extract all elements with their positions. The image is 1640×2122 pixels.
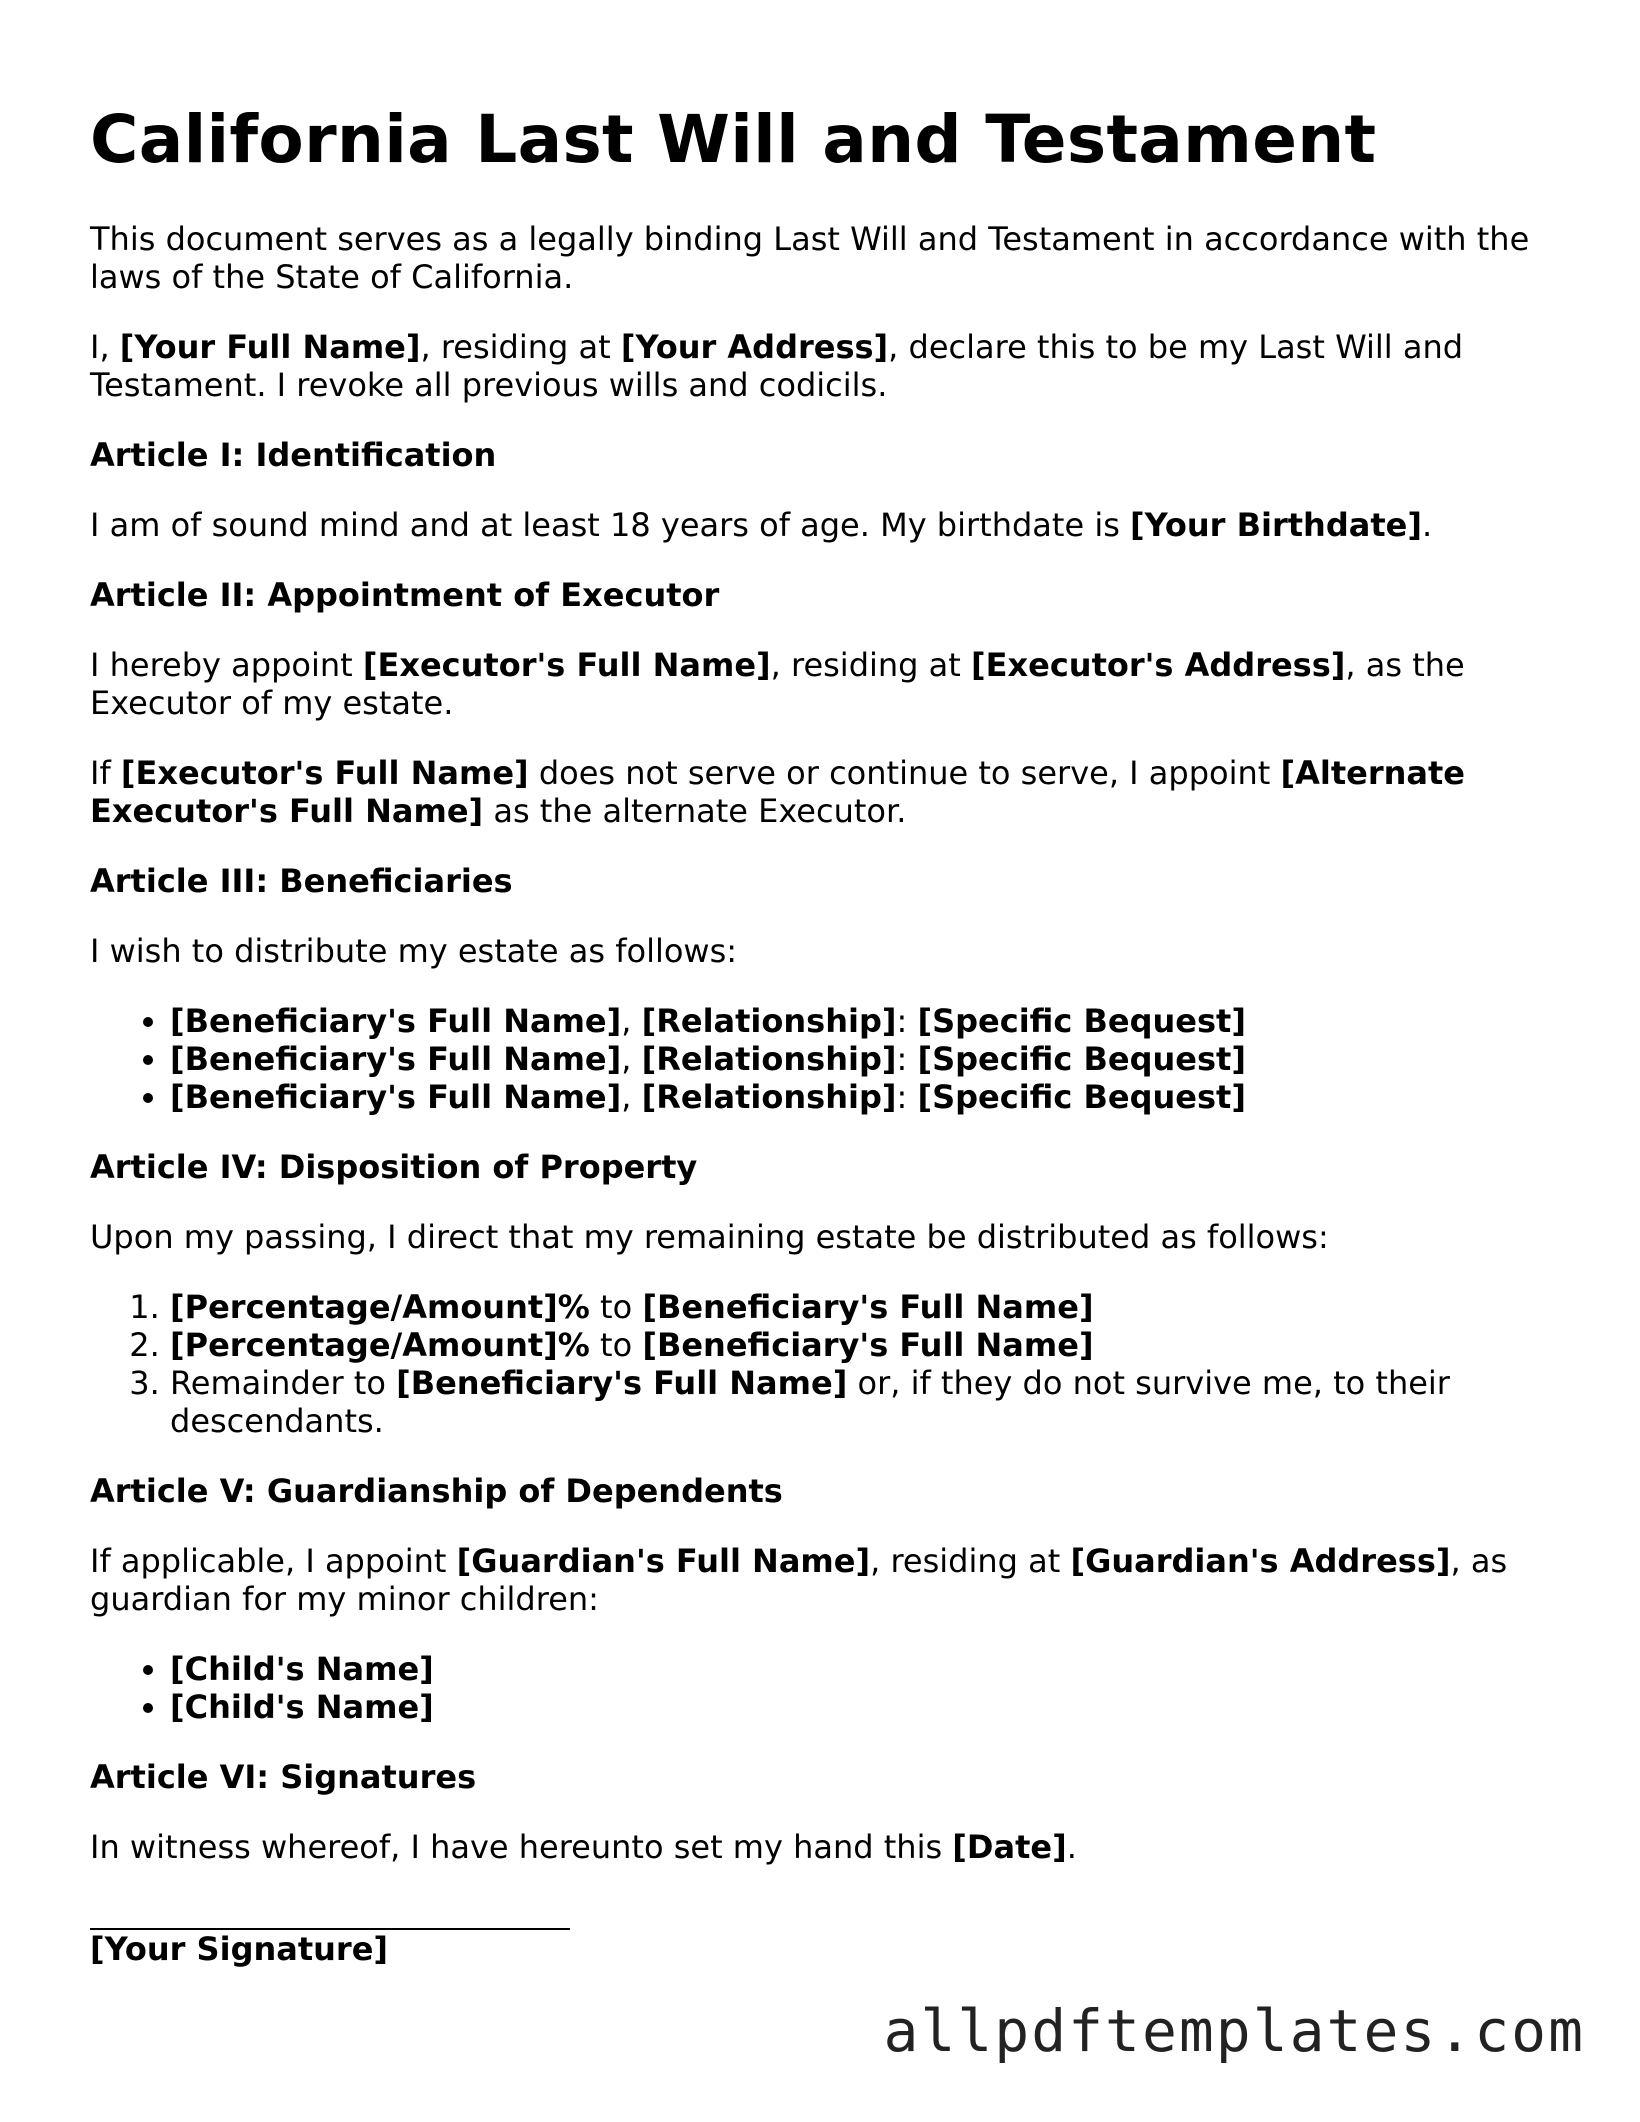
date-placeholder: [Date] xyxy=(952,1828,1067,1866)
executor-text: I hereby appoint xyxy=(90,646,363,684)
document-page xyxy=(90,100,1550,1968)
guardian-text: , residing at xyxy=(870,1542,1071,1580)
bequest-placeholder: [Specific Bequest] xyxy=(917,1002,1246,1040)
signature-line[interactable] xyxy=(90,1890,570,1930)
article-5-heading: Article V: Guardianship of Dependents xyxy=(90,1472,783,1510)
separator: : xyxy=(896,1078,918,1116)
relationship-placeholder: [Relationship] xyxy=(641,1040,897,1078)
list-item xyxy=(170,1040,1550,1078)
witness-paragraph xyxy=(90,1828,1550,1866)
birthdate-placeholder: [Your Birthdate] xyxy=(1130,506,1422,544)
document-title: California Last Will and Testament xyxy=(90,101,1377,178)
amount-placeholder: [Percentage/Amount]% xyxy=(170,1288,590,1326)
alternate-text: does not serve or continue to serve, I appoint xyxy=(528,754,1281,792)
your-address-placeholder: [Your Address] xyxy=(620,328,889,366)
witness-text: In witness whereof, I have hereunto set my hand this xyxy=(90,1828,953,1866)
children-list xyxy=(90,1650,1550,1726)
signature-label: [Your Signature] xyxy=(90,1930,389,1968)
executor-paragraph xyxy=(90,646,1550,722)
separator: , xyxy=(621,1002,642,1040)
guardianship-paragraph xyxy=(90,1542,1550,1618)
guardian-text: If applicable, I appoint xyxy=(90,1542,457,1580)
bequest-placeholder: [Specific Bequest] xyxy=(917,1040,1246,1078)
your-full-name-placeholder: [Your Full Name] xyxy=(119,328,421,366)
list-item xyxy=(170,1078,1550,1116)
declaration-text: , declare this to be my Last Will and Testament. I revoke all previous wills and codicils. xyxy=(90,328,1464,404)
article-3-heading: Article III: Beneficiaries xyxy=(90,862,513,900)
beneficiary-name-placeholder: [Beneficiary's Full Name] xyxy=(642,1326,1094,1364)
list-item xyxy=(170,1364,1550,1440)
list-text: to xyxy=(589,1326,643,1364)
witness-text: . xyxy=(1066,1828,1077,1866)
relationship-placeholder: [Relationship] xyxy=(641,1002,897,1040)
guardian-address-placeholder: [Guardian's Address] xyxy=(1070,1542,1451,1580)
alternate-text: as the alternate Executor. xyxy=(483,792,907,830)
watermark: allpdftemplates.com xyxy=(883,1997,1585,2065)
executor-address-placeholder: [Executor's Address] xyxy=(970,646,1346,684)
article-4-heading: Article IV: Disposition of Property xyxy=(90,1148,698,1186)
article-1-paragraph xyxy=(90,506,1550,544)
list-text: or, if they do not survive me, to their descendants. xyxy=(170,1364,1450,1440)
alternate-executor-paragraph xyxy=(90,754,1550,830)
child-name-placeholder: [Child's Name] xyxy=(170,1688,434,1726)
article-1-text: I am of sound mind and at least 18 years of age. My birthdate is xyxy=(90,506,1131,544)
separator: , xyxy=(621,1040,642,1078)
declaration-text: I, xyxy=(90,328,120,366)
intro-paragraph: This document serves as a legally binding Last Will and Testament in accordance with the laws of the State of California. xyxy=(90,220,1530,296)
child-name-placeholder: [Child's Name] xyxy=(170,1650,434,1688)
article-2-heading: Article II: Appointment of Executor xyxy=(90,576,720,614)
article-1-text: . xyxy=(1421,506,1433,544)
declaration-text: , residing at xyxy=(420,328,621,366)
guardian-name-placeholder: [Guardian's Full Name] xyxy=(456,1542,871,1580)
beneficiaries-intro: I wish to distribute my estate as follows: xyxy=(90,932,738,970)
beneficiary-name-placeholder: [Beneficiary's Full Name] xyxy=(396,1364,848,1402)
executor-name-placeholder: [Executor's Full Name] xyxy=(362,646,771,684)
disposition-list xyxy=(90,1288,1550,1440)
list-text: Remainder to xyxy=(170,1364,397,1402)
beneficiary-name-placeholder: [Beneficiary's Full Name] xyxy=(170,1002,622,1040)
disposition-intro: Upon my passing, I direct that my remaining estate be distributed as follows: xyxy=(90,1218,1329,1256)
separator: : xyxy=(896,1002,918,1040)
beneficiary-name-placeholder: [Beneficiary's Full Name] xyxy=(170,1078,622,1116)
separator: : xyxy=(896,1040,918,1078)
article-1-heading: Article I: Identification xyxy=(90,436,497,474)
beneficiaries-list xyxy=(90,1002,1550,1116)
list-item xyxy=(170,1002,1550,1040)
alternate-executor-placeholder: [Alternate Executor's Full Name] xyxy=(90,754,1465,830)
executor-name-placeholder: [Executor's Full Name] xyxy=(120,754,529,792)
executor-text: , as the Executor of my estate. xyxy=(90,646,1465,722)
bequest-placeholder: [Specific Bequest] xyxy=(917,1078,1246,1116)
relationship-placeholder: [Relationship] xyxy=(641,1078,897,1116)
beneficiary-name-placeholder: [Beneficiary's Full Name] xyxy=(170,1040,622,1078)
beneficiary-name-placeholder: [Beneficiary's Full Name] xyxy=(642,1288,1094,1326)
separator: , xyxy=(621,1078,642,1116)
list-item xyxy=(170,1650,1550,1688)
executor-text: , residing at xyxy=(770,646,971,684)
list-item xyxy=(170,1288,1550,1326)
list-item xyxy=(170,1688,1550,1726)
article-6-heading: Article VI: Signatures xyxy=(90,1758,477,1796)
amount-placeholder: [Percentage/Amount]% xyxy=(170,1326,590,1364)
declaration-paragraph xyxy=(90,328,1550,404)
list-text: to xyxy=(589,1288,643,1326)
list-item xyxy=(170,1326,1550,1364)
guardian-text: , as guardian for my minor children: xyxy=(90,1542,1508,1618)
alternate-text: If xyxy=(90,754,121,792)
